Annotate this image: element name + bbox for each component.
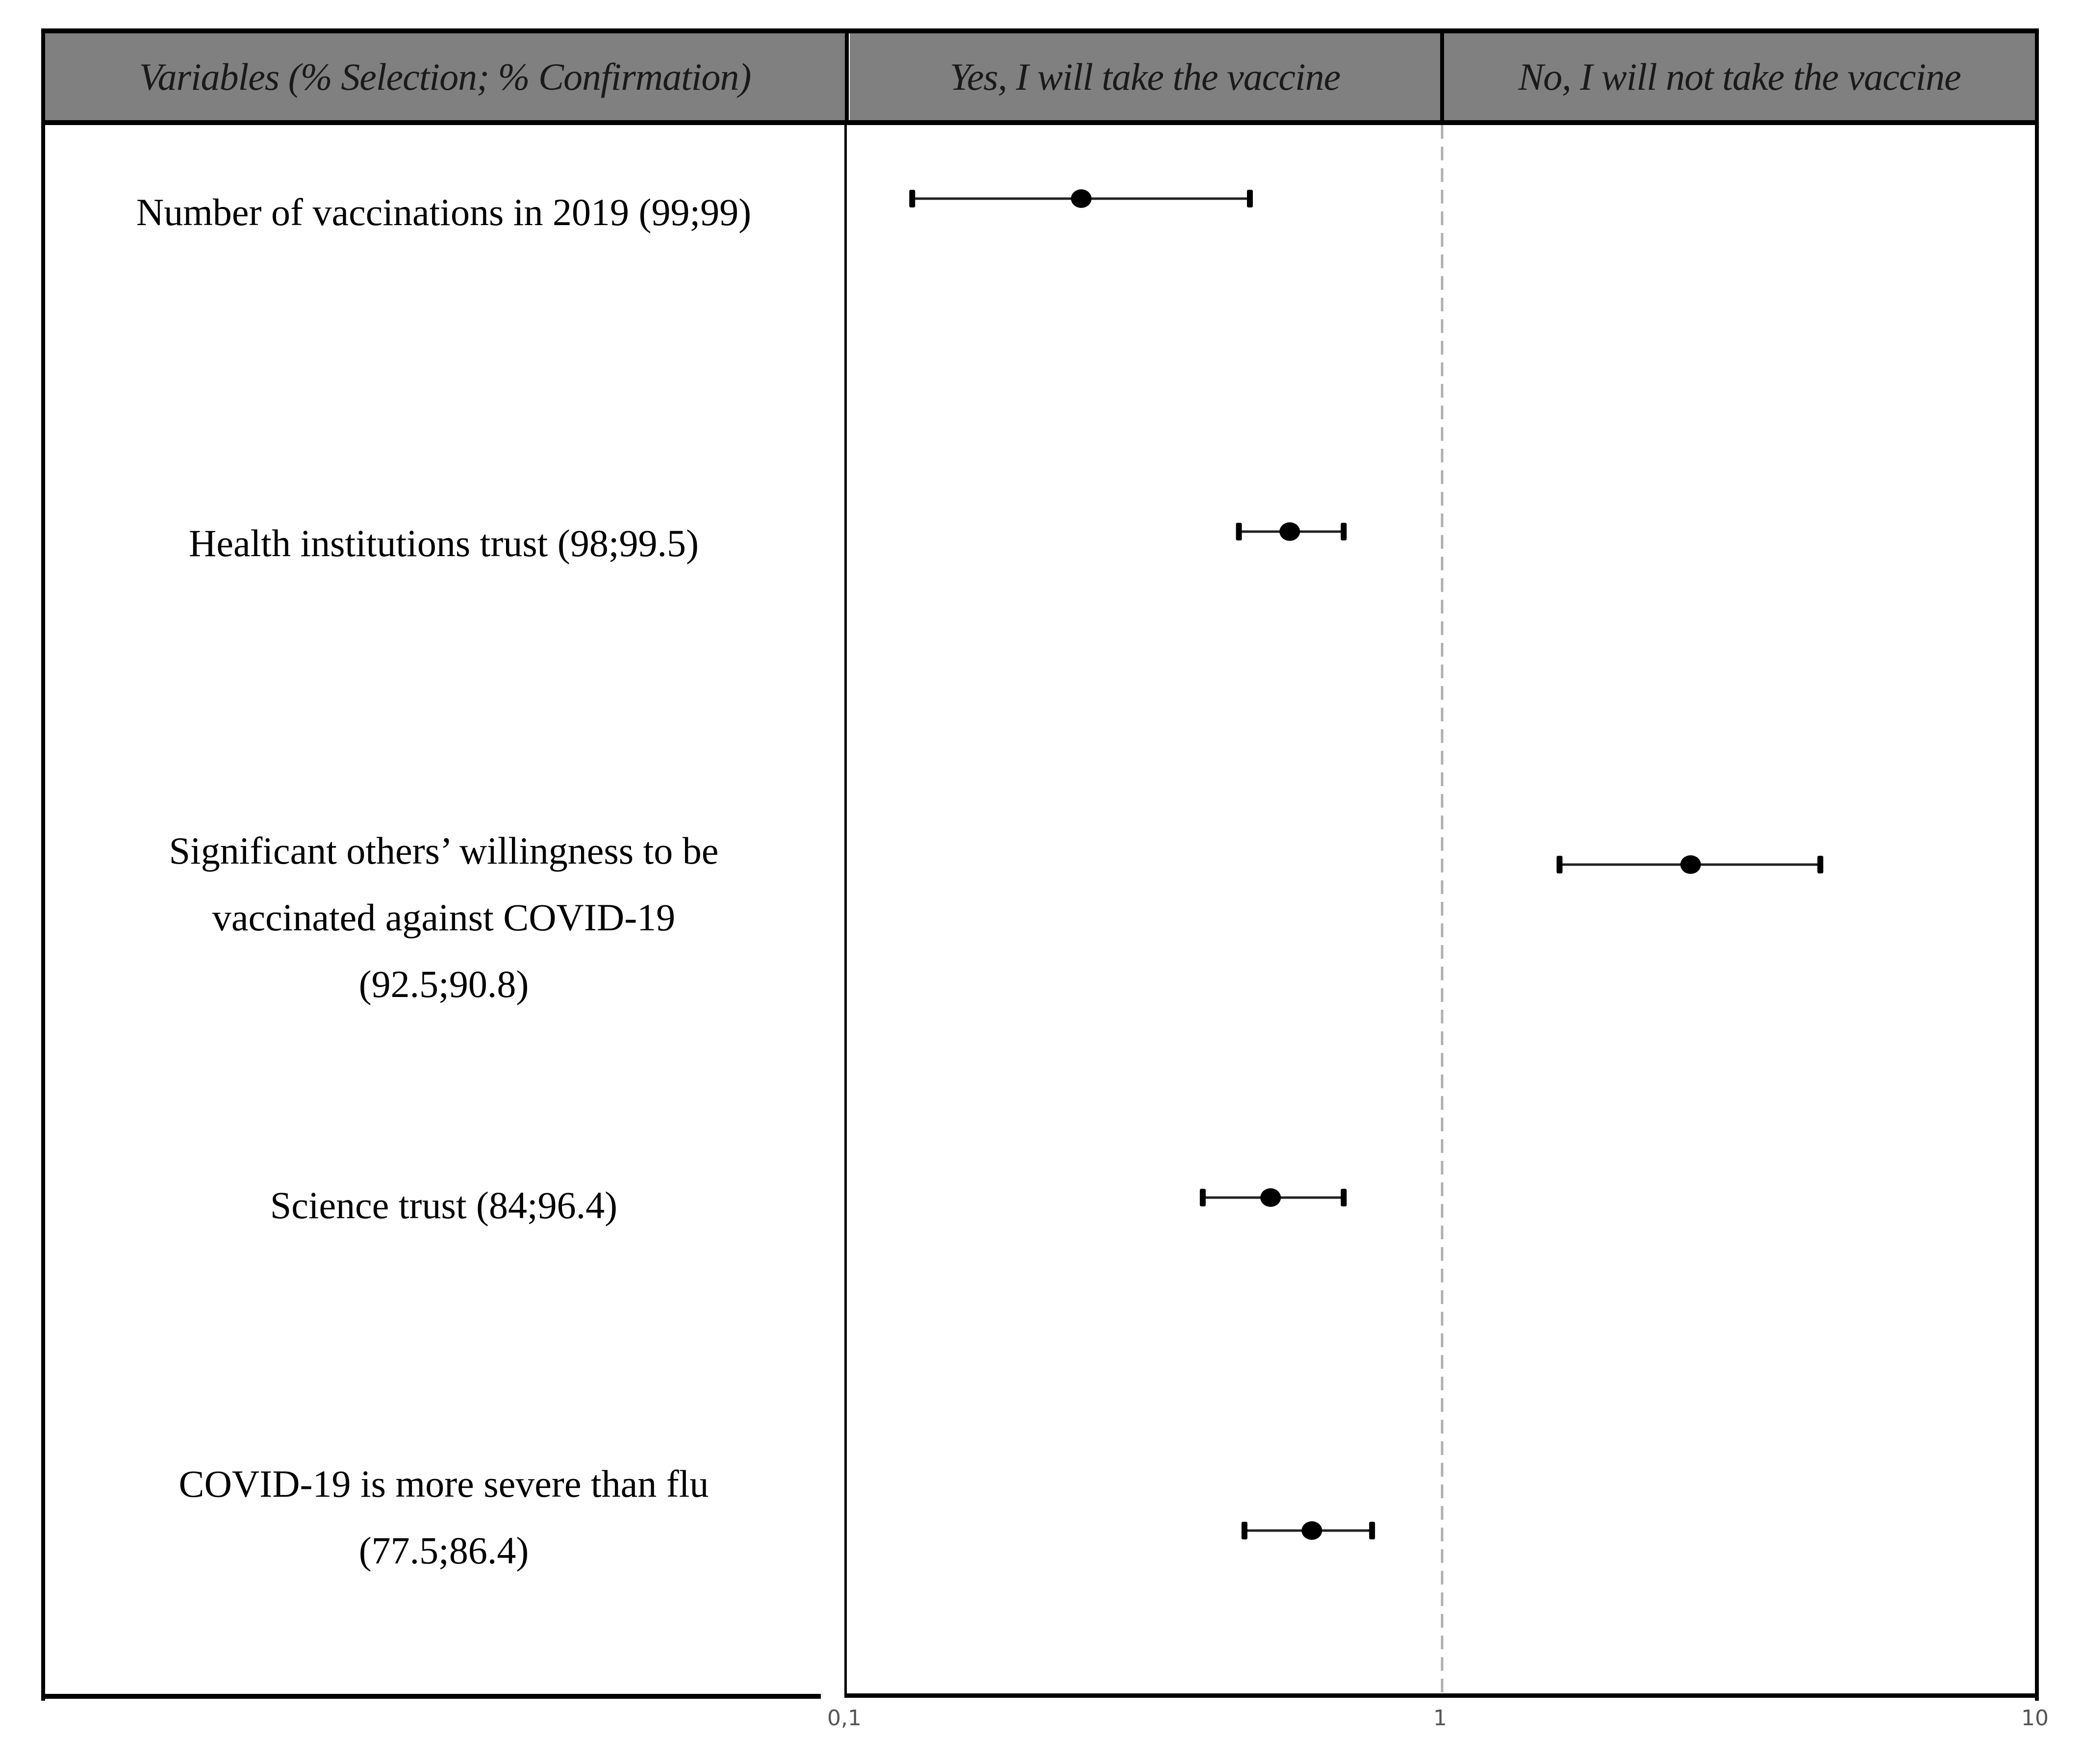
header-variables-label: Variables (% Selection; % Confirmation) [139, 55, 751, 98]
x-tick-0-1: 0,1 [827, 1706, 862, 1731]
x-tick-10: 10 [2021, 1706, 2049, 1731]
row-label-line: vaccinated against COVID-19 [212, 896, 676, 939]
error-bars [909, 189, 1823, 1540]
error-bar [909, 189, 1253, 208]
row-label-line: Science trust (84;96.4) [270, 1184, 618, 1227]
row-label-line: (77.5;86.4) [358, 1529, 529, 1572]
row-label-line: (92.5;90.8) [358, 963, 529, 1005]
error-bar [1236, 522, 1347, 541]
error-bar [1556, 855, 1823, 874]
header-no-label: No, I will not take the vaccine [1518, 55, 1961, 98]
row-label-line: COVID-19 is more severe than flu [178, 1462, 709, 1505]
row-label-line: Number of vaccinations in 2019 (99;99) [136, 191, 752, 233]
error-bar [1200, 1188, 1346, 1207]
x-tick-1: 1 [1433, 1706, 1447, 1731]
row-label-line: Significant others’ willingness to be [169, 829, 719, 872]
row-label-line: Health institutions trust (98;99.5) [189, 522, 699, 564]
header-yes-label: Yes, I will take the vaccine [949, 55, 1341, 98]
error-bar [1242, 1521, 1375, 1540]
